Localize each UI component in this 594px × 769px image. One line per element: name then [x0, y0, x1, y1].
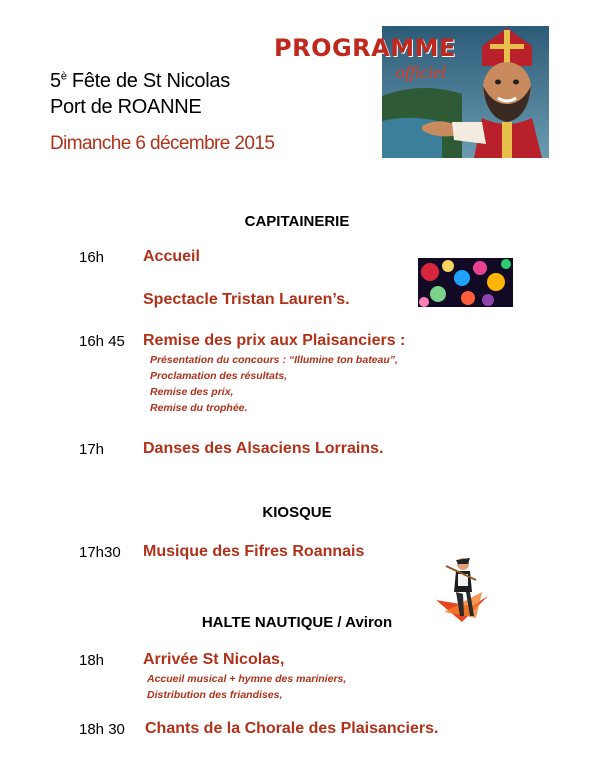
event-title: Musique des Fifres Roannais — [143, 543, 365, 560]
programme-heading: PROGRAMME — [274, 34, 456, 62]
event-time: 17h — [79, 441, 105, 458]
detail-line: Présentation du concours : “Illumine ton bateau”, — [150, 354, 398, 366]
event-time: 18h — [79, 652, 105, 669]
detail-line: Accueil musical + hymne des mariniers, — [147, 673, 347, 685]
date-line: Dimanche 6 décembre 2015 — [50, 133, 275, 154]
section-halte-nautique: HALTE NAUTIQUE / Aviron — [201, 614, 393, 631]
event-title: Remise des prix aux Plaisanciers : — [143, 332, 406, 349]
detail-line: Proclamation des résultats, — [150, 370, 288, 382]
event-title: Spectacle Tristan Lauren’s. — [143, 291, 350, 308]
event-time: 18h 30 — [79, 721, 125, 738]
fife-player-illustration — [432, 556, 492, 622]
detail-line: Remise des prix, — [150, 386, 234, 398]
juggling-balls-photo — [418, 258, 513, 307]
officiel-label: officiel — [396, 62, 446, 82]
event-time: 17h30 — [79, 544, 121, 561]
event-time: 16h — [79, 249, 105, 266]
event-title: Chants de la Chorale des Plaisanciers. — [145, 720, 439, 737]
detail-line: Remise du trophée. — [150, 402, 248, 414]
event-edition-line: $5^è$ Fête de St Nicolas — [50, 70, 230, 92]
event-details — [147, 671, 346, 703]
event-title: Arrivée St Nicolas, — [143, 651, 285, 668]
section-kiosque: KIOSQUE — [262, 504, 332, 521]
event-details — [150, 352, 398, 416]
detail-line: Distribution des friandises, — [147, 689, 283, 701]
event-title: Accueil — [143, 248, 200, 265]
event-time: 16h 45 — [79, 333, 125, 350]
event-title: Danses des Alsaciens Lorrains. — [143, 440, 384, 457]
section-capitainerie: CAPITAINERIE — [244, 213, 350, 230]
location-line: Port de ROANNE — [50, 96, 202, 118]
